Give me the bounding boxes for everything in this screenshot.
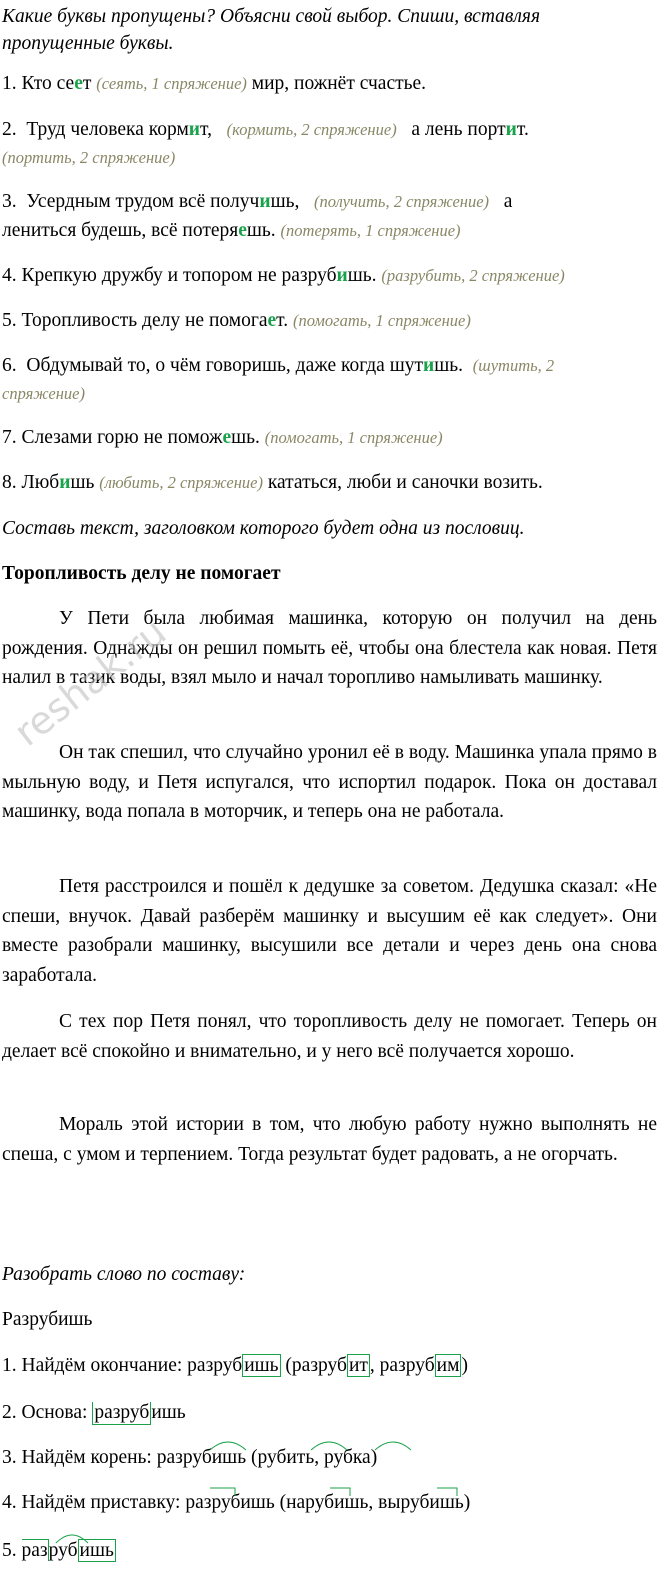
root-mark: руб (48, 1540, 78, 1561)
ending-box: ит (348, 1355, 368, 1376)
task-item-3: 3. Усердным трудом всё получишь, (получить, 2 спряжение) а (2, 191, 513, 212)
task-item-6: 6. Обдумывай то, о чём говоришь, даже когда шутишь. (шутить, 2 (2, 355, 555, 376)
root-arc (311, 1442, 347, 1450)
root-arc (56, 1535, 88, 1543)
ending-box: им (436, 1355, 460, 1376)
task-item-6-hint2: спряжение) (2, 384, 85, 403)
morph-step-2: 2. Основа: разруб ишь (2, 1402, 186, 1423)
essay-title: Торопливость делу не помогает (2, 563, 281, 584)
task-instruction: Какие буквы пропущены? Объясни свой выбор. Спиши, вставляя пропущенные буквы. (2, 6, 541, 54)
task-item-7: 7. Слезами горю не поможешь. (помогать, 1 спряжение) (2, 427, 443, 448)
essay-instruction: Составь текст, заголовком которого будет одна из пословиц. (2, 518, 525, 539)
ending-box: ишь (79, 1540, 114, 1561)
essay-paragraph: У Пети была любимая машинка, которую он получил на день рождения. Однажды он решил помыть её, чтобы она блестела как новая. Петя налил в тазик воды, взял мыло и начал торопливо намыливать машинку. (2, 608, 657, 688)
morph-word: Разрубишь (2, 1309, 93, 1330)
root-arc (375, 1442, 411, 1450)
ending-box: ишь (244, 1355, 279, 1376)
task-item-8: 8. Любишь (любить, 2 спряжение) кататься, люби и саночки возить. (2, 472, 543, 493)
prefix-mark (330, 1488, 350, 1496)
task-item-2: 2. Труд человека кормит, (кормить, 2 спряжение) а лень портит. (2, 119, 529, 140)
prefix-mark (210, 1488, 235, 1496)
task-item-5: 5. Торопливость делу не помогает. (помогать, 1 спряжение) (2, 310, 471, 331)
stem-mark: разруб (94, 1402, 150, 1423)
essay-paragraph: Он так спешил, что случайно уронил её в воду. Машинка упала прямо в мыльную воду, и Петя испугался, что испортил подарок. Пока он доставал машинку, вода попала в моторчик, и теперь она не работала. (2, 742, 657, 822)
morph-step-5: 5. разруб ишь (2, 1540, 114, 1561)
task-item-4: 4. Крепкую дружбу и топором не разрубишь. (разрубить, 2 спряжение) (2, 265, 565, 286)
essay-paragraph: С тех пор Петя понял, что торопливость делу не помогает. Теперь он делает всё спокойно и внимательно, и у него всё получается хорошо. (2, 1011, 657, 1062)
morph-step-3: 3. Найдём корень: разрубишь (рубить, рубка) (2, 1447, 378, 1468)
watermark: reshak.ru (6, 609, 175, 755)
essay-paragraph: Петя расстроился и пошёл к дедушке за советом. Дедушка сказал: «Не спеши, внучок. Давай разберём машинку и высушим её как следует». Они вместе разобрали машинку, высушили все детали и через день она снова заработала. (2, 876, 657, 986)
morph-step-1: 1. Найдём окончание: разруб ишь (разруб ит , разруб им ) (2, 1355, 468, 1376)
prefix-mark: раз (21, 1540, 48, 1561)
root-arc (210, 1442, 246, 1450)
essay-paragraph: Мораль этой истории в том, что любую работу нужно выполнять не спеша, с умом и терпением. Тогда результат будет радовать, а не огорчать. (2, 1114, 657, 1165)
morph-step-4: 4. Найдём приставку: разрубишь (нарубишь, вырубишь) (2, 1492, 471, 1513)
morph-instruction: Разобрать слово по составу: (2, 1264, 246, 1285)
task-item-1: 1. Кто сеет (сеять, 1 спряжение) мир, пожнёт счастье. (2, 73, 427, 94)
task-item-2-hint2: (портить, 2 спряжение) (2, 148, 176, 167)
hint: (сеять, 1 спряжение) (96, 74, 247, 93)
task-item-3-cont: лениться будешь, всё потеряешь. (потерять, 1 спряжение) (2, 220, 461, 241)
prefix-mark (437, 1488, 457, 1496)
